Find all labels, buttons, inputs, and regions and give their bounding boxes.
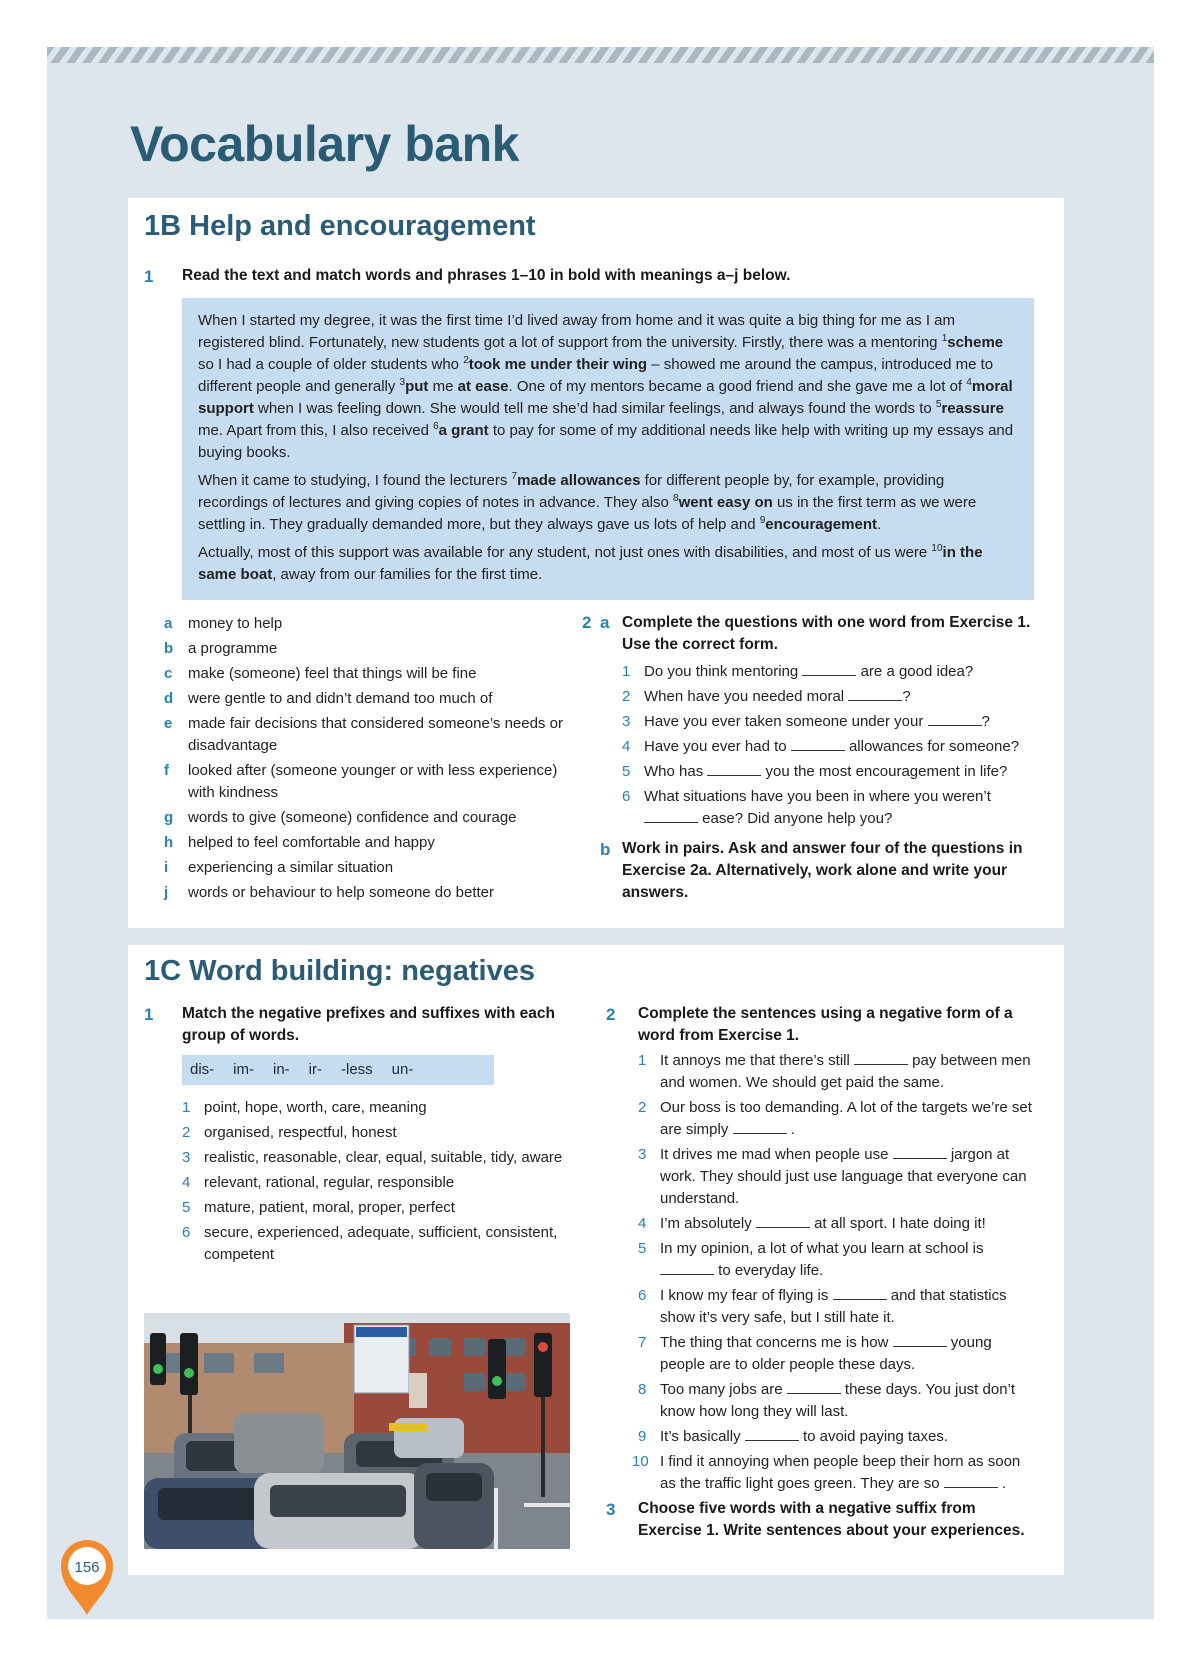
list-item: d were gentle to and didn’t demand too much of	[164, 690, 493, 707]
list-item: 8 Too many jobs are these days. You just don’t know how long they will last.	[638, 1381, 1016, 1420]
prefix-item: dis-	[190, 1061, 215, 1078]
answer-blank[interactable]	[893, 1144, 947, 1159]
list-item: 6 I know my fear of flying is and that statistics show it’s very safe, but I still hate it.	[638, 1287, 1007, 1326]
list-item: c make (someone) feel that things will be fine	[164, 665, 477, 682]
section-1c-heading: 1C Word building: negatives	[144, 955, 535, 987]
list-item: 3 Have you ever taken someone under your ?	[622, 713, 990, 730]
list-item: 2 When have you needed moral ?	[622, 688, 911, 705]
section-1b-panel	[128, 198, 1064, 928]
sentences-list	[632, 1050, 1040, 1498]
page-number: 156	[74, 1559, 100, 1576]
list-item: j words or behaviour to help someone do better	[164, 884, 495, 901]
list-item: 4 relevant, rational, regular, responsible	[182, 1174, 455, 1191]
answer-blank[interactable]	[848, 686, 902, 701]
questions-list	[622, 661, 1042, 833]
answer-blank[interactable]	[944, 1473, 998, 1488]
list-item: a money to help	[164, 615, 283, 632]
answer-blank[interactable]	[644, 808, 698, 823]
exercise-instruction: Match the negative prefixes and suffixes with each group of words.	[182, 1005, 555, 1044]
list-item: 6 What situations have you been in where you weren’t ease? Did anyone help you?	[622, 788, 991, 827]
list-item: 5 Who has you the most encouragement in life?	[622, 763, 1008, 780]
answer-blank[interactable]	[833, 1285, 887, 1300]
exercise-instruction: Choose five words with a negative suffix from Exercise 1. Write sentences about your experiences.	[638, 1500, 1025, 1539]
exercise-instruction: Work in pairs. Ask and answer four of the questions in Exercise 2a. Alternatively, work alone and write your answers.	[622, 840, 1023, 901]
list-item: 10 I find it annoying when people beep their horn as soon as the traffic light goes green. They are so .	[632, 1453, 1021, 1492]
prefix-box	[182, 1055, 494, 1085]
exercise-number: 2	[582, 613, 592, 632]
meanings-list	[164, 613, 584, 907]
reading-text-box	[182, 298, 1034, 600]
list-item: 7 The thing that concerns me is how young people are to older people these days.	[638, 1334, 992, 1373]
list-item: g words to give (someone) confidence and courage	[164, 809, 517, 826]
page-title: Vocabulary bank	[130, 116, 519, 172]
answer-blank[interactable]	[707, 761, 761, 776]
prefix-item: un-	[391, 1061, 414, 1078]
reading-paragraph: When it came to studying, I found the lecturers $^7$made allowances for different people by, for example, providing recordings of lectures and giving copies of notes in advance. They also $^8$went easy on us in the first term as we were settling in. They gradually demanded more, but they always gave us lots of help and $^9$encouragement.	[198, 471, 977, 533]
page-number-badge	[58, 1537, 116, 1617]
exercise-part-letter: a	[600, 613, 610, 632]
word-groups-list	[182, 1097, 567, 1269]
list-item: 3 realistic, reasonable, clear, equal, suitable, tidy, aware	[182, 1149, 563, 1166]
list-item: 1 It annoys me that there’s still pay between men and women. We should get paid the same.	[638, 1052, 1031, 1091]
exercise-instruction: Read the text and match words and phrases 1–10 in bold with meanings a–j below.	[182, 267, 791, 284]
list-item: b a programme	[164, 640, 278, 657]
reading-paragraph: Actually, most of this support was available for any student, not just ones with disabilities, and most of us were $^{10}$in the same boat, away from our families for the first time.	[198, 543, 983, 583]
answer-blank[interactable]	[893, 1332, 947, 1347]
exercise-number: 3	[606, 1500, 616, 1519]
section-1b-heading: 1B Help and encouragement	[144, 210, 536, 242]
exercise-number: 1	[144, 267, 154, 286]
prefix-item: -less	[341, 1061, 373, 1078]
header-stripe	[47, 47, 1154, 63]
prefix-item: ir-	[308, 1061, 322, 1078]
prefix-item: in-	[273, 1061, 290, 1078]
answer-blank[interactable]	[928, 711, 982, 726]
list-item: f looked after (someone younger or with less experience) with kindness	[164, 762, 558, 801]
answer-blank[interactable]	[733, 1119, 787, 1134]
exercise-number: 2	[606, 1005, 616, 1024]
traffic-photo	[144, 1313, 570, 1549]
exercise-part-letter: b	[600, 840, 611, 859]
list-item: i experiencing a similar situation	[164, 859, 394, 876]
exercise-instruction: Complete the sentences using a negative form of a word from Exercise 1.	[638, 1005, 1013, 1044]
answer-blank[interactable]	[791, 736, 845, 751]
list-item: 2 Our boss is too demanding. A lot of the targets we’re set are simply .	[638, 1099, 1032, 1138]
section-1c-panel	[128, 945, 1064, 1575]
list-item: 1 Do you think mentoring are a good idea?	[622, 663, 974, 680]
answer-blank[interactable]	[802, 661, 856, 676]
list-item: 5 In my opinion, a lot of what you learn at school is to everyday life.	[638, 1240, 984, 1279]
list-item: 9 It’s basically to avoid paying taxes.	[638, 1428, 949, 1445]
list-item: 6 secure, experienced, adequate, sufficient, consistent, competent	[182, 1224, 558, 1263]
list-item: h helped to feel comfortable and happy	[164, 834, 435, 851]
exercise-instruction: Complete the questions with one word from Exercise 1. Use the correct form.	[622, 614, 1031, 653]
list-item: 1 point, hope, worth, care, meaning	[182, 1099, 427, 1116]
answer-blank[interactable]	[787, 1379, 841, 1394]
list-item: 3 It drives me mad when people use jargon at work. They should just use language that everyone can understand.	[638, 1146, 1027, 1207]
exercise-number: 1	[144, 1005, 154, 1024]
list-item: 4 Have you ever had to allowances for someone?	[622, 738, 1020, 755]
list-item: 2 organised, respectful, honest	[182, 1124, 397, 1141]
answer-blank[interactable]	[854, 1050, 908, 1065]
reading-paragraph: When I started my degree, it was the first time I’d lived away from home and it was quite a big thing for me as I am registered blind. Fortunately, new students got a lot of support from the university. Firstly, there was a mentoring $^1$scheme so I had a couple of older students who $^2$took me under their wing – showed me around the campus, introduced me to different people and generally $^3$put me at ease. One of my mentors became a good friend and she gave me a lot of $^4$moral support when I was feeling down. She would tell me she’d had similar feelings, and always found the words to $^5$reassure me. Apart from this, I also received $^6$a grant to pay for some of my additional needs like help with writing up my essays and buying books.	[198, 312, 1014, 461]
answer-blank[interactable]	[660, 1260, 714, 1275]
answer-blank[interactable]	[745, 1426, 799, 1441]
list-item: 5 mature, patient, moral, proper, perfect	[182, 1199, 455, 1216]
list-item: 4 I’m absolutely at all sport. I hate doing it!	[638, 1215, 986, 1232]
answer-blank[interactable]	[756, 1213, 810, 1228]
prefix-item: im-	[233, 1061, 254, 1078]
location-pin-icon	[58, 1537, 116, 1617]
list-item: e made fair decisions that considered someone’s needs or disadvantage	[164, 715, 563, 754]
